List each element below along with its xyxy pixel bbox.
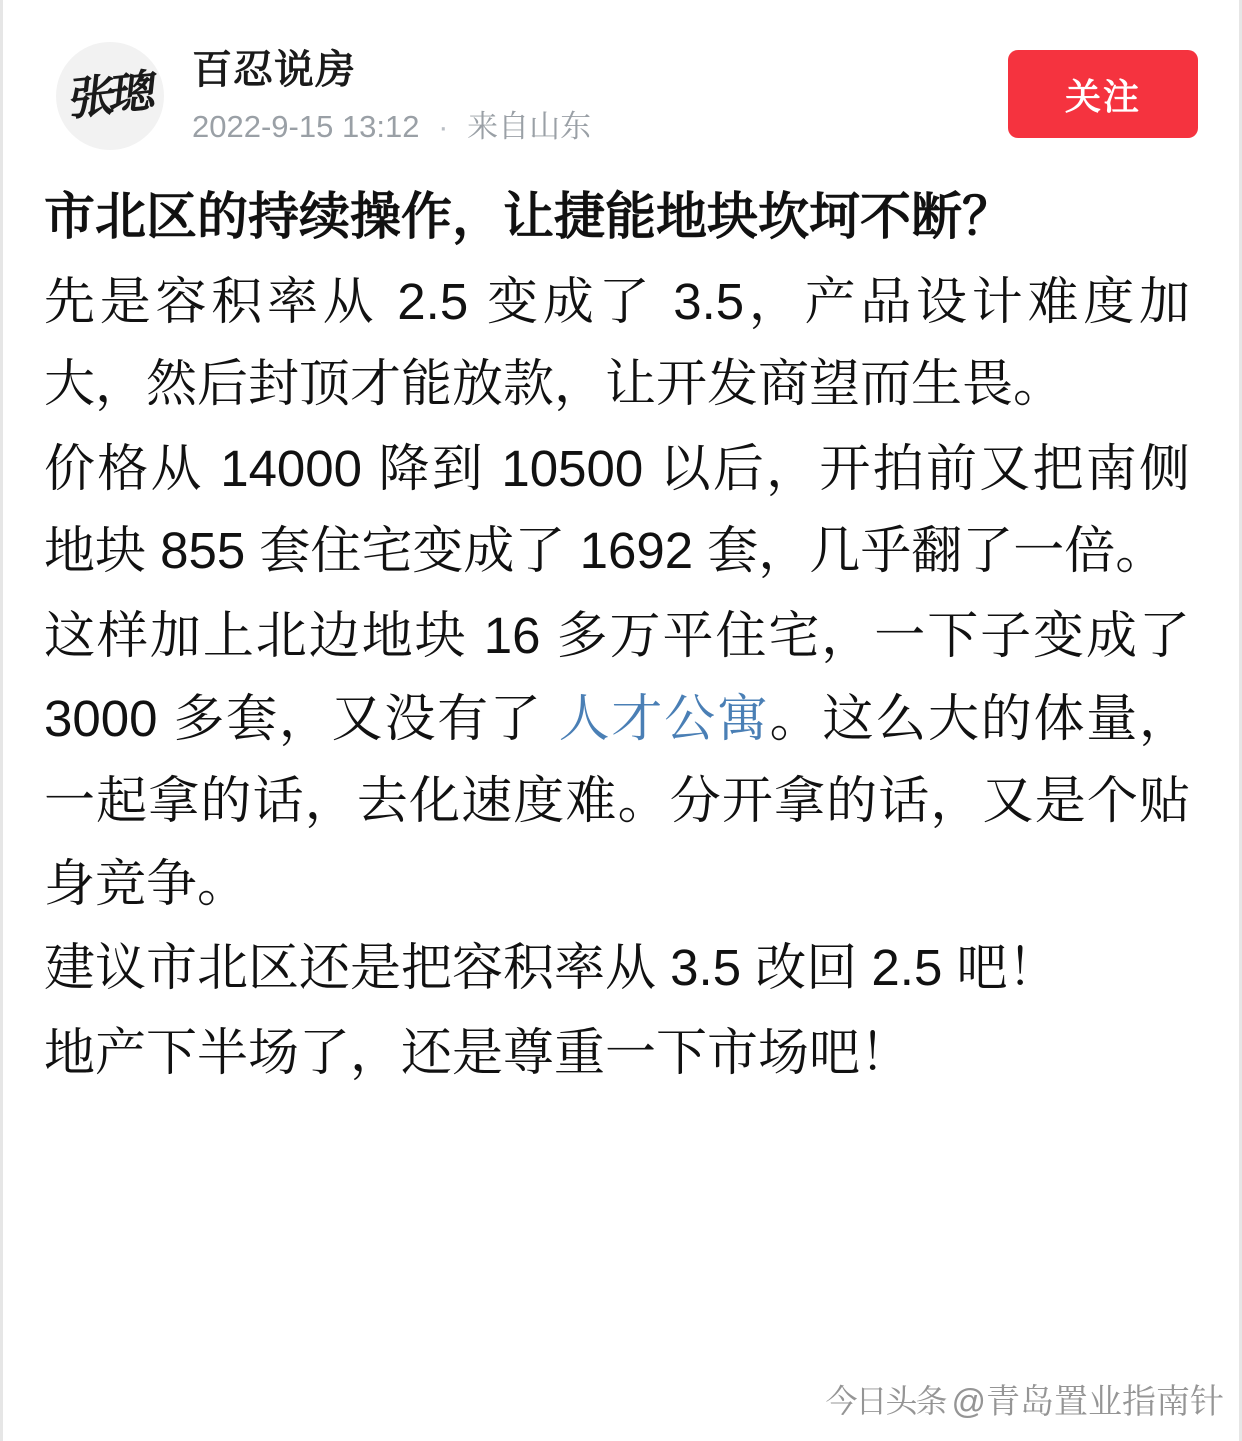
paragraph-3-post: 。这么大的体量，一起拿的话，去化速度难。分开拿的话，又是个贴身竞争。 xyxy=(44,689,1190,912)
watermark xyxy=(825,1374,1224,1423)
post-date: 2022-9-15 13:12 xyxy=(192,109,420,144)
paragraph-5: 地产下半场了，还是尊重一下市场吧！ xyxy=(44,1024,912,1082)
avatar-signature: 张璁 xyxy=(66,65,154,126)
toutiao-logo-icon: 今日头条 xyxy=(825,1382,946,1419)
paragraph-2: 价格从 14000 降到 10500 以后，开拍前又把南侧地块 855 套住宅变成了 1692 套，几乎翻了一倍。 xyxy=(44,439,1190,580)
author-block xyxy=(192,46,1008,145)
paragraph-3 xyxy=(44,595,1190,925)
paragraph-3-pre: 这样加上北边地块 16 多万平住宅，一下子变成了 3000 多套，又没有了 xyxy=(44,607,1190,747)
avatar[interactable] xyxy=(56,42,164,150)
left-edge-rule xyxy=(0,0,3,1441)
post-header xyxy=(0,0,1242,150)
paragraph-4: 建议市北区还是把容积率从 3.5 改回 2.5 吧！ xyxy=(44,939,1059,997)
follow-button[interactable]: 关注 xyxy=(1008,50,1198,138)
paragraph-1: 先是容积率从 2.5 变成了 3.5，产品设计难度加大，然后封顶才能放款，让开发商望而生畏。 xyxy=(44,272,1190,413)
inline-link-talent-apartment[interactable]: 人才公寓 xyxy=(558,689,770,747)
article-body xyxy=(0,150,1242,1095)
meta-separator: · xyxy=(438,109,449,144)
watermark-text: @青岛置业指南针 xyxy=(951,1383,1224,1421)
author-name[interactable]: 百忍说房 xyxy=(192,48,356,92)
post-meta xyxy=(192,108,1008,145)
paragraph-title: 市北区的持续操作，让捷能地块坎坷不断？ xyxy=(44,188,1014,245)
post-location: 来自山东 xyxy=(467,109,592,144)
